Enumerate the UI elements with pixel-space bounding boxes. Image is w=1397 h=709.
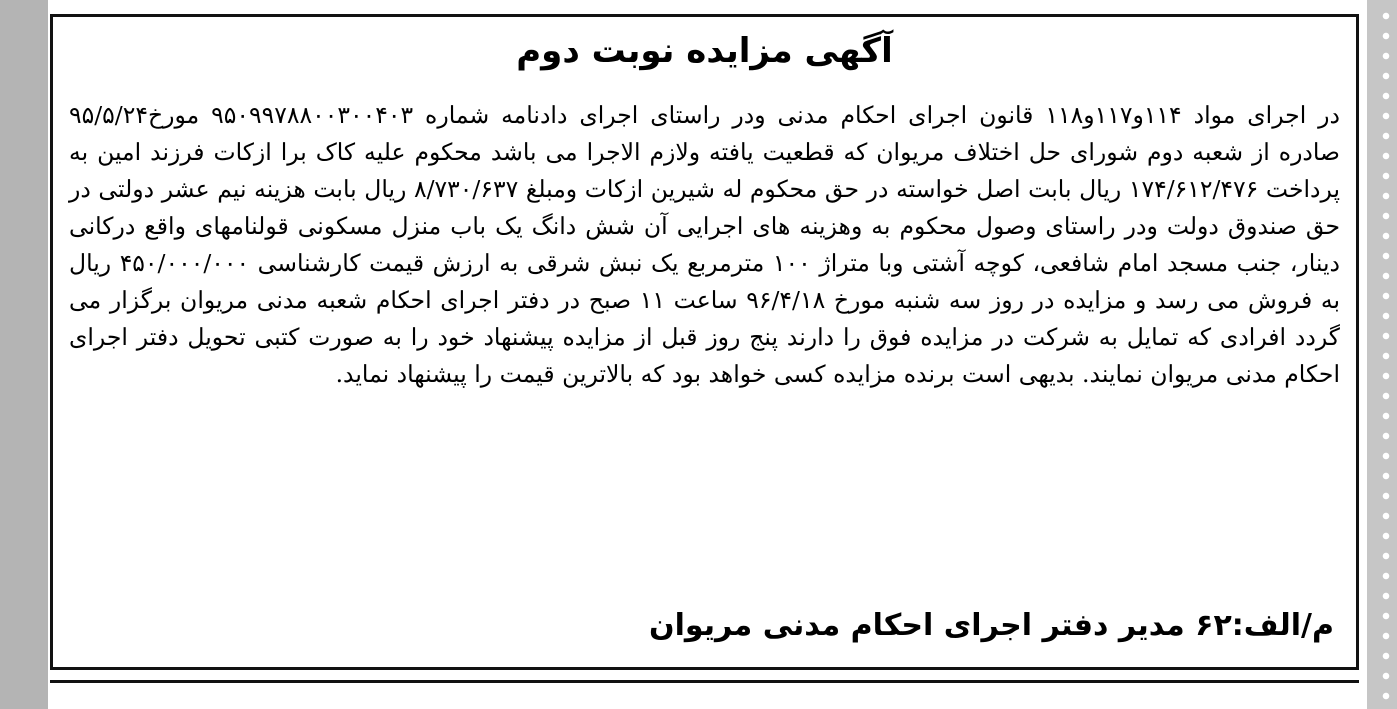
notice-title: آگهی مزایده نوبت دوم	[516, 31, 893, 71]
left-margin-strip	[0, 0, 48, 709]
auction-notice-box	[50, 14, 1359, 670]
next-notice-top-border	[50, 680, 1359, 683]
perforation-dots	[1379, 6, 1393, 706]
right-perforated-strip	[1367, 0, 1397, 709]
notice-signature: م/الف:۶۲ مدیر دفتر اجرای احکام مدنی مریوان	[649, 608, 1334, 643]
notice-body: در اجرای مواد ۱۱۴و۱۱۷و۱۱۸ قانون اجرای احکام مدنی ودر راستای اجرای دادنامه شماره ۹۵۰۹۹۷۸۸۰۰۳۰۰۴۰۳ مورخ۹۵/۵/۲۴ صادره از شعبه دوم شورای حل اختلاف مریوان که قطعیت یافته ولازم الاجرا می باشد محکوم علیه کاک برا ازکات فرزند امین به پرداخت ۱۷۴/۶۱۲/۴۷۶ ریال بابت اصل خواسته در حق محکوم له شیرین ازکات ومبلغ ۸/۷۳۰/۶۳۷ ریال بابت هزینه نیم عشر دولتی در حق صندوق دولت ودر راستای وصول محکوم به وهزینه های اجرایی آن شش دانگ یک باب منزل مسکونی قولنامهای واقع درکانی دینار، جنب مسجد امام شافعی، کوچه آشتی وبا متراژ ۱۰۰ مترمربع یک نبش شرقی به ارزش قیمت کارشناسی ۴۵۰/۰۰۰/۰۰۰ ریال به فروش می رسد و مزایده در روز سه شنبه مورخ ۹۶/۴/۱۸ ساعت ۱۱ صبح در دفتر اجرای احکام شعبه مدنی مریوان برگزار می گردد افرادی که تمایل به شرکت در مزایده فوق را دارند پنج روز قبل از مزایده پیشنهاد خود را به صورت کتبی تحویل دفتر اجرای احکام مدنی مریوان نمایند. بدیهی است برنده مزایده کسی خواهد بود که بالاترین قیمت را پیشنهاد نماید.	[69, 101, 1341, 388]
